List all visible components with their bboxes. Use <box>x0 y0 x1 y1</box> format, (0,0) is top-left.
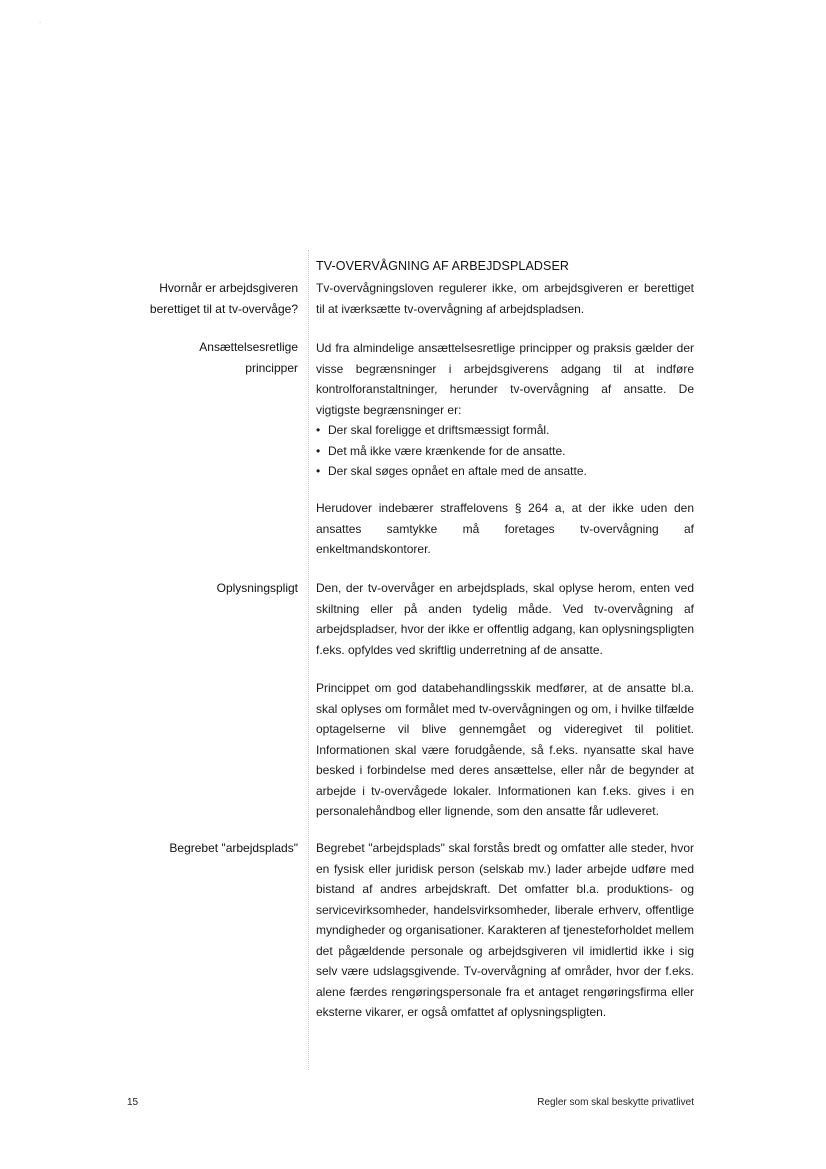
restrictions-list <box>316 420 694 482</box>
paragraph-penal-code: Herudover indebærer straffelovens § 264 a, at der ikke uden den ansattes samtykke må foretages tv-overvågning af enkeltmandskontorer. <box>316 501 694 556</box>
paragraph-principles: Ud fra almindelige ansættelsesretlige principper og praksis gælder der visse begrænsninger i arbejdsgiverens adgang til at indføre kontrolforanstaltninger, herunder tv-overvågning af ansatte. De vigtigste begrænsninger er: <box>316 341 694 417</box>
side-heading-principles-line1: Ansættelsesretlige <box>199 340 298 354</box>
side-heading-duty <box>217 578 298 599</box>
page-number: 15 <box>127 1097 139 1108</box>
paragraph-workplace: Begrebet "arbejdsplads" skal forstås bredt og omfatter alle steder, hvor en fysisk eller juridisk person (selskab mv.) lader arbejde udføre med bistand af andres arbejdskraft. Det omfatter bl.a. produktions- og servicevirksomheder, handelsvirksomheder, liberale erhverv, offentlige myndigheder og organisationer. Karakteren af tjenesteforholdet mellem det pågældende personale og arbejdsgiveren vil imidlertid ikke i sig selv være udslagsgivende. Tv-overvågning af områder, hvor der f.eks. alene færdes rengøringspersonale fra et antaget rengøringsfirma eller eksterne vikarer, er også omfattet af oplysningspligten. <box>316 841 694 1019</box>
side-heading-workplace-label: Begrebet "arbejdsplads" <box>169 841 298 855</box>
paragraph-duty: Den, der tv-overvåger en arbejdsplads, skal oplyse herom, enten ved skiltning eller på anden tydelig måde. Ved tv-overvågning af arbejdspladser, hvor der ikke er offentlig adgang, kan oplysningspligten f.eks. opfyldes ved skriftlig underretning af de ansatte. <box>316 581 694 657</box>
list-item: • Der skal søges opnået en aftale med de ansatte. <box>316 461 694 482</box>
side-heading-when <box>150 278 298 320</box>
side-heading-principles <box>199 337 298 379</box>
side-heading-principles-line2: principper <box>245 361 298 375</box>
paragraph-intro: Tv-overvågningsloven regulerer ikke, om arbejdsgiveren er berettiget til at iværksætte tv-overvågning af arbejdspladsen. <box>316 281 694 316</box>
side-heading-when-line1: Hvornår er arbejdsgiveren <box>159 281 298 295</box>
list-item: • Det må ikke være krænkende for de ansatte. <box>316 441 694 462</box>
paragraph-principles-block <box>316 338 694 482</box>
side-heading-when-line2: berettiget til at tv-overvåge? <box>149 302 298 316</box>
paragraph-data-processing: Princippet om god databehandlingsskik medfører, at de ansatte bl.a. skal oplyses om formålet med tv-overvågningen og om, i hvilke tilfælde optagelserne vil blive gennemgået og videregivet til politiet. Informationen skal være forudgående, så f.eks. nyansatte skal have besked i forbindelse med deres ansættelse, eller når de begynder at arbejde i tv-overvågede lokaler. Informationen kan f.eks. gives i en personalehåndbog eller lignende, som den ansatte får udleveret. <box>316 681 694 818</box>
section-title: TV-OVERVÅGNING AF ARBEJDSPLADSER <box>316 259 570 273</box>
list-item: • Der skal foreligge et driftsmæssigt formål. <box>316 420 694 441</box>
page-mark: . <box>39 16 42 25</box>
running-title: Regler som skal beskytte privatlivet <box>537 1097 694 1108</box>
column-divider <box>308 250 309 1070</box>
side-heading-workplace <box>169 838 298 859</box>
side-heading-duty-label: Oplysningspligt <box>216 581 298 595</box>
